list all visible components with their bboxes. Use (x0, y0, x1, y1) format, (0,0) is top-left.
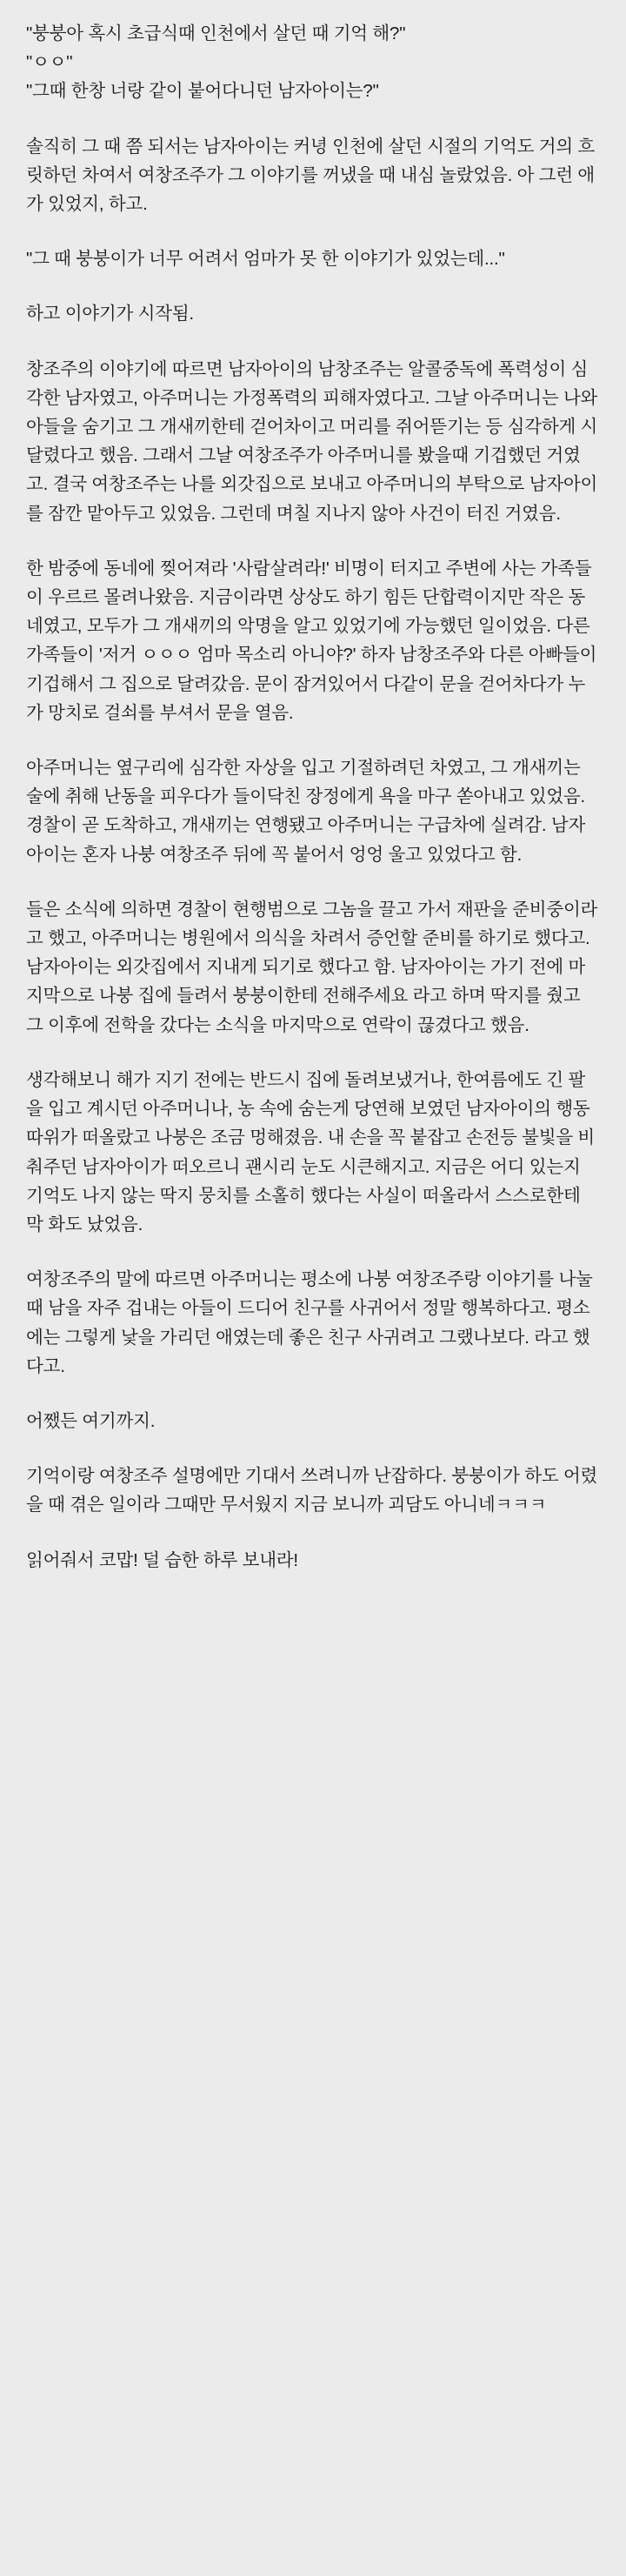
post-paragraph: "ㅇㅇ" (26, 52, 73, 73)
post-body (26, 19, 603, 1575)
paragraph-spacer (26, 329, 600, 355)
post-paragraph: 들은 소식에 의하면 경찰이 현행범으로 그놈을 끌고 가서 재판을 준비중이라고 했고, 아주머니는 병원에서 의식을 차려서 증언할 준비를 하기로 했다고. 남자아이는 외갓집에서 지내게 되기로 했다고 함. 남자아이는 가기 전에 마지막으로 나붕 집에 들려서 붕붕이한테 전해주세요 라고 하며 딱지를 줬고 그 이후에 전학을 갔다는 소식을 마지막으로 연락이 끊겼다고 했음. (26, 899, 598, 1035)
post-paragraph: "그 때 붕붕이가 너무 어려서 엄마가 못 한 이야기가 있었는데..." (26, 249, 505, 270)
post-paragraph: 창조주의 이야기에 따르면 남자아이의 남창조주는 알콜중독에 폭력성이 심각한 남자였고, 아주머니는 가정폭력의 피해자였다고. 그날 아주머니는 나와 아들을 숨기고 그 개새끼한테 걷어차이고 머리를 쥐어뜯기는 등 심각하게 시달렸다고 했음. 그래서 그날 여창조주가 아주머니를 봤을때 기겁했던 거였고. 결국 여창조주는 나를 외갓집으로 보내고 아주머니의 부탁으로 남자아이를 잠깐 맡아두고 있었음. 그런데 며칠 지나지 않아 사건이 터진 거였음. (26, 358, 603, 524)
paragraph-spacer (26, 1520, 600, 1546)
post-paragraph: "붕붕아 혹시 초급식때 인천에서 살던 때 기억 해?" (26, 23, 406, 43)
paragraph-spacer (26, 1435, 600, 1462)
paragraph-spacer (26, 528, 600, 554)
post-paragraph: 읽어줘서 코맙! 덜 습한 하루 보내라! (26, 1549, 298, 1570)
paragraph-spacer (26, 273, 600, 299)
post-paragraph: 한 밤중에 동네에 찢어져라 '사람살려라!' 비명이 터지고 주변에 사는 가족들이 우르르 몰려나왔음. 지금이라면 상상도 하기 힘든 단합력이지만 작은 동네였고, 모두가 그 개새끼의 악명을 알고 있었기에 가능했던 일이었음. 다른 가족들이 '저거 ㅇㅇㅇ 엄마 목소리 아니야?' 하자 남창조주와 다른 아빠들이 기겁해서 그 집으로 달려갔음. 문이 잠겨있어서 다같이 문을 걷어차다가 누가 망치로 걸쇠를 부셔서 문을 열음. (26, 558, 602, 723)
post-paragraph: 솔직히 그 때 쯤 되서는 남자아이는 커녕 인천에 살던 시절의 기억도 거의 흐릿하던 차여서 여창조주가 그 이야기를 꺼냈을 때 내심 놀랐었음. 아 그런 애가 있었지, 하고. (26, 136, 596, 215)
post-paragraph: "그때 한창 너랑 같이 붙어다니던 남자아이는?" (26, 81, 379, 102)
paragraph-spacer (26, 727, 600, 753)
paragraph-spacer (26, 218, 600, 244)
post-paragraph: 생각해보니 해가 지기 전에는 반드시 집에 돌려보냈거나, 한여름에도 긴 팔을 입고 계시던 아주머니나, 농 속에 숨는게 당연해 보였던 남자아이의 행동 따위가 떠올랐고 나붕은 조금 멍해졌음. 내 손을 꼭 붙잡고 손전등 불빛을 비춰주던 남자아이가 떠오르니 괜시리 눈도 시큰해지고. 지금은 어디 있는지 기억도 나지 않는 딱지 뭉치를 소홀히 했다는 사실이 떠올라서 스스로한테 막 화도 났었음. (26, 1069, 596, 1234)
paragraph-spacer (26, 106, 600, 132)
post-paragraph: 하고 이야기가 시작됨. (26, 304, 194, 325)
paragraph-spacer (26, 1040, 600, 1066)
paragraph-spacer (26, 869, 600, 895)
paragraph-spacer (26, 1239, 600, 1265)
paragraph-spacer (26, 1381, 600, 1407)
post-paragraph: 아주머니는 옆구리에 심각한 자상을 입고 기절하려던 차였고, 그 개새끼는 술에 취해 난동을 피우다가 들이닥친 장정에게 욕을 마구 쏟아내고 있었음. 경찰이 곧 도착하고, 개새끼는 연행됐고 아주머니는 구급차에 실려감. 남자아이는 혼자 나붕 여창조주 뒤에 꼭 붙어서 엉엉 울고 있었다고 함. (26, 758, 590, 865)
post-paragraph: 여창조주의 말에 따르면 아주머니는 평소에 나붕 여창조주랑 이야기를 나눌때 남을 자주 겁내는 아들이 드디어 친구를 사귀어서 정말 행복하다고. 평소에는 그렇게 낯을 가리던 애였는데 좋은 친구 사귀려고 그랬나보다. 라고 했다고. (26, 1269, 593, 1376)
post-paragraph: 어쨌든 여기까지. (26, 1410, 156, 1431)
post-paragraph: 기억이랑 여창조주 설명에만 기대서 쓰려니까 난잡하다. 붕붕이가 하도 어렸을 때 겪은 일이라 그때만 무서웠지 지금 보니까 괴담도 아니네ㅋㅋㅋ (26, 1466, 598, 1515)
